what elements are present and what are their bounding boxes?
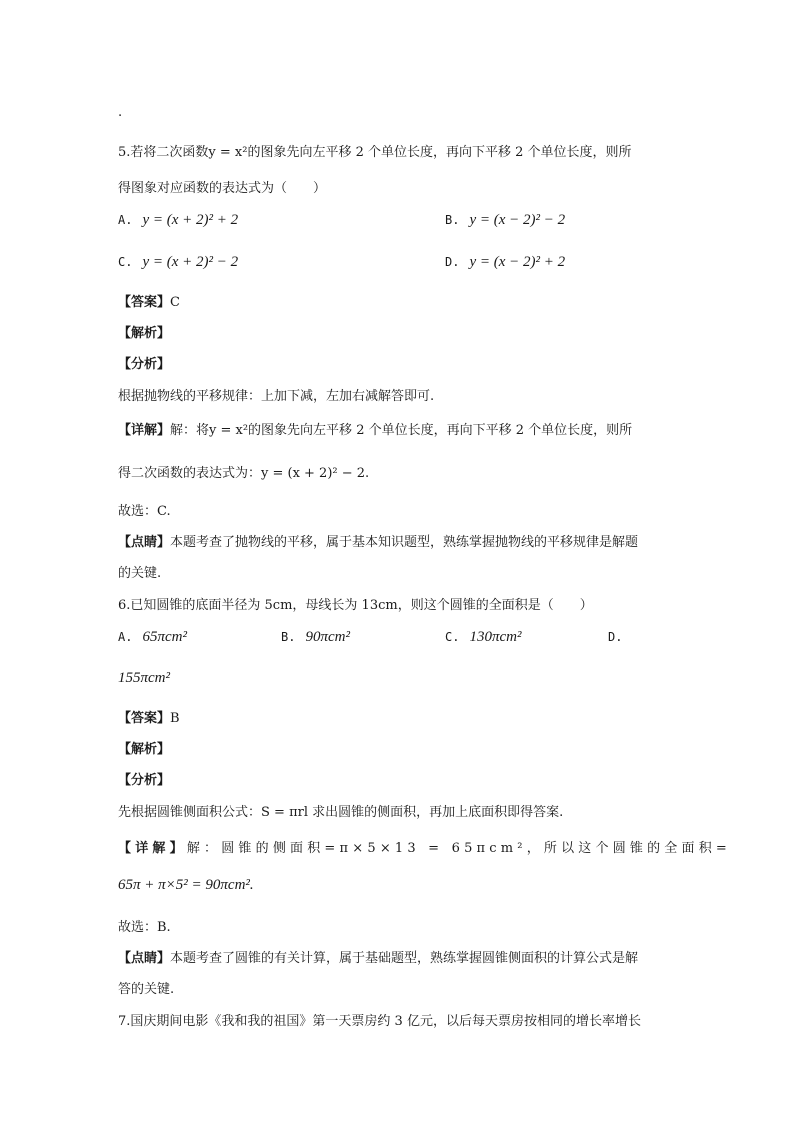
q6-stem-line1: 6.已知圆锥的底面半径为 5cm，母线长为 13cm，则这个圆锥的全面积是（ ） [118,598,593,613]
q5-stem-line1: 5.若将二次函数y = x²的图象先向左平移 2 个单位长度，再向下平移 2 个单位长度，则所 [118,145,632,160]
q6-detail-line2: 65π + π×5² = 90πcm². [118,877,254,893]
q6-option-d [608,629,632,646]
option-label: D. [608,630,623,644]
answer-tag: 【答案】 [118,711,171,726]
detail-text: 解：圆锥的侧面积=π×5×13 = 65πcm²，所以这个圆锥的全面积= [186,841,732,856]
option-label: C. [118,255,133,269]
q5-answer [118,291,180,310]
answer-tag: 【答案】 [118,295,171,310]
dianjing-text: 本题考查了抛物线的平移，属于基本知识题型，熟练掌握抛物线的平移规律是解题 [170,535,639,550]
option-expr: 65πcm² [142,629,187,645]
q6-detail-line1 [118,837,731,856]
detail-tag: 【详解】 [118,423,171,438]
option-label: B. [445,213,460,227]
option-expr: y = (x + 2)² − 2 [142,254,239,270]
q6-option-c [445,629,521,646]
q6-option-b [281,629,350,646]
detail-tag: 【详解】 [118,841,187,856]
dianjing-text: 本题考查了圆锥的有关计算，属于基础题型，熟练掌握圆锥侧面积的计算公式是解 [170,951,639,966]
option-expr: y = (x + 2)² + 2 [142,212,239,228]
q5-jiexi-tag: 【解析】 [118,326,171,341]
q5-option-d [445,254,565,271]
q6-fenxi-text: 先根据圆锥侧面积公式：S = πrl 求出圆锥的侧面积，再加上底面积即得答案. [118,805,564,820]
answer-value: C [170,295,180,310]
dianjing-tag: 【点睛】 [118,951,171,966]
q5-option-b [445,212,565,229]
q5-option-a [118,212,238,229]
q6-answer [118,707,180,726]
option-label: B. [281,630,296,644]
q5-option-c [118,254,238,271]
q6-guxuan: 故选：B. [118,920,171,935]
q5-dianjing-line2: 的关键. [118,566,162,581]
option-expr: 130πcm² [469,629,522,645]
option-expr: y = (x − 2)² − 2 [469,212,566,228]
q6-option-a [118,629,187,646]
option-expr: y = (x − 2)² + 2 [469,254,566,270]
q5-detail-line2: 得二次函数的表达式为：y = (x + 2)² − 2. [118,466,370,481]
q5-fenxi-tag: 【分析】 [118,357,171,372]
q5-detail-line1 [118,419,632,438]
option-label: A. [118,630,133,644]
option-label: D. [445,255,460,269]
q5-dianjing-line1 [118,531,638,550]
q5-guxuan: 故选：C. [118,504,171,519]
option-label: A. [118,213,133,227]
option-label: C. [445,630,460,644]
q6-dianjing-line2: 答的关键. [118,982,175,997]
option-expr: 90πcm² [305,629,350,645]
q5-stem-line2: 得图象对应函数的表达式为（ ） [118,181,327,196]
dianjing-tag: 【点睛】 [118,535,171,550]
stray-dot: . [118,105,123,120]
answer-value: B [170,711,180,726]
q6-option-d-continued: 155πcm² [118,670,171,686]
detail-text: 解：将y = x²的图象先向左平移 2 个单位长度，再向下平移 2 个单位长度，则所 [170,423,633,438]
q7-stem-line1: 7.国庆期间电影《我和我的祖国》第一天票房约 3 亿元，以后每天票房按相同的增长率增长 [118,1014,641,1029]
q6-fenxi-tag: 【分析】 [118,773,171,788]
q5-fenxi-text: 根据抛物线的平移规律：上加下减，左加右减解答即可. [118,389,435,404]
q6-dianjing-line1 [118,947,638,966]
q6-jiexi-tag: 【解析】 [118,742,171,757]
